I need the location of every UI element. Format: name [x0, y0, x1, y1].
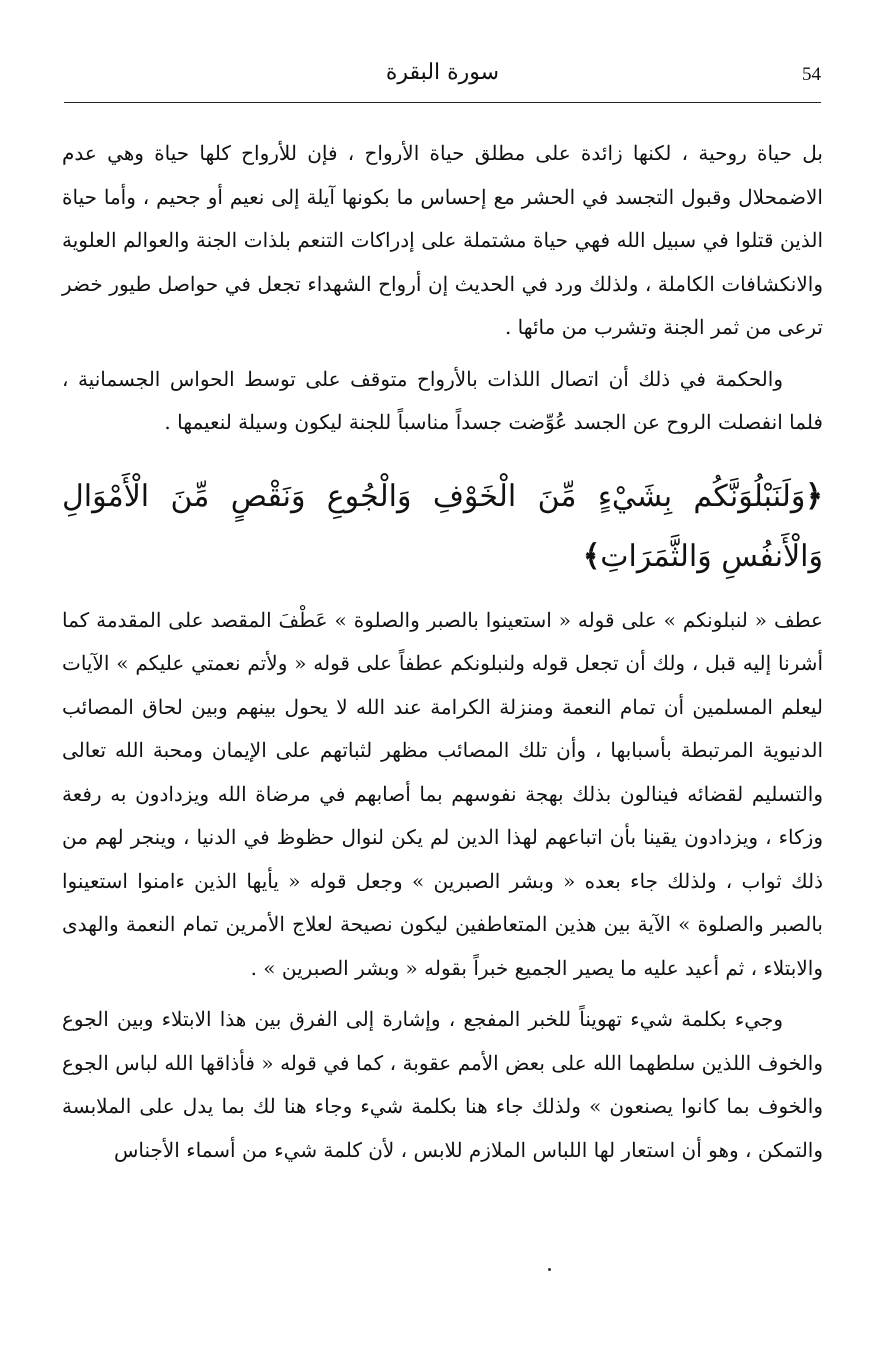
verse-close-bracket: ﴾: [582, 538, 601, 574]
page-header: [64, 56, 821, 103]
paragraph-3: عطف « لنبلونكم » على قوله « استعينوا بالصبر والصلوة » عَطْفَ المقصد على المقدمة كما أشرنا إليه قبل ، ولك أن تجعل قوله ولنبلونكم عطفاً على قوله « ولأتم نعمتي عليكم » الآيات ليعلم المسلمين أن تمام النعمة ومنزلة الكرامة عند الله لا يحول بينهم وبين لحاق المصائب الدنيوية المرتبطة بأسبابها ، وأن تلك المصائب مظهر لثباتهم على الإيمان ومحبة الله تعالى والتسليم لقضائه فينالون بذلك بهجة نفوسهم بما أصابهم في مرضاة الله ويزدادون به رفعة وزكاء ، ويزدادون يقينا بأن اتباعهم لهذا الدين لم يكن لنوال حظوظ في الدنيا ، وينجر لهم من ذلك ثواب ، ولذلك جاء بعده « وبشر الصبرين » وجعل قوله « يأيها الذين ءامنوا استعينوا بالصبر والصلوة » الآية بين هذين المتعاطفين ليكون نصيحة لعلاج الأمرين تمام النعمة والهدى والابتلاء ، ثم أعيد عليه ما يصير الجميع خبراً بقوله « وبشر الصبرين » .: [62, 607, 824, 980]
paragraph-4: وجيء بكلمة شيء تهويناً للخبر المفجع ، وإشارة إلى الفرق بين هذا الابتلاء وبين الجوع والخوف اللذين سلطهما الله على بعض الأمم عقوبة ، كما في قوله « فأذاقها الله لباس الجوع والخوف بما كانوا يصنعون » ولذلك جاء هنا بكلمة شيء وجاء هنا لك بما يدل على الملابسة والتمكن ، وهو أن استعار لها اللباس الملازم للابس ، لأن كلمة شيء من أسماء الأجناس: [62, 1007, 823, 1162]
print-speck: [548, 1268, 551, 1271]
quran-verse: [62, 467, 823, 587]
page-body: [62, 132, 823, 1172]
paragraph-2: والحكمة في ذلك أن اتصال اللذات بالأرواح متوقف على توسط الحواس الجسمانية ، فلما انفصلت الروح عن الجسد عُوِّضت جسداً مناسباً للجنة ليكون وسيلة لنعيمها .: [62, 366, 823, 434]
verse-text: وَلَنَبْلُوَنَّكُم بِشَيْءٍ مِّنَ الْخَوْفِ وَالْجُوعِ وَنَقْصٍ مِّنَ الْأَمْوَالِ وَالْأَنفُسِ وَالثَّمَرَاتِ: [62, 478, 823, 574]
page-number: 54: [802, 64, 821, 85]
running-title: سورة البقرة: [385, 60, 500, 85]
paragraph-1: بل حياة روحية ، لكنها زائدة على مطلق حياة الأرواح ، فإن للأرواح كلها حياة وهي عدم الاضمحلال وقبول التجسد في الحشر مع إحساس ما بكونها آيلة إلى نعيم أو جحيم ، وأما حياة الذين قتلوا في سبيل الله فهي حياة مشتملة على إدراكات التنعم بلذات الجنة والعوالم العلوية والانكشافات الكاملة ، ولذلك ورد في الحديث إن أرواح الشهداء تجعل في حواصل طيور خضر ترعى من ثمر الجنة وتشرب من مائها .: [62, 141, 823, 339]
verse-open-bracket: ﴿: [805, 478, 823, 514]
